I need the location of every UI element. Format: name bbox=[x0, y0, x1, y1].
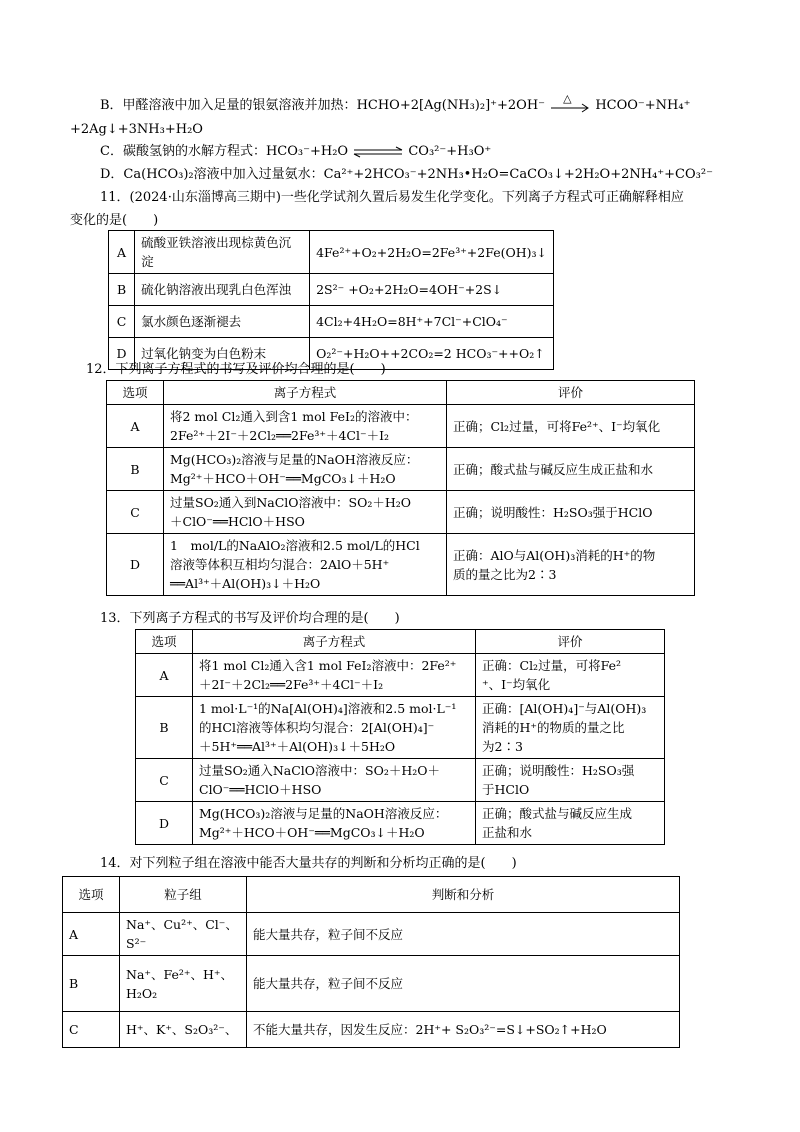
evaluation-cell bbox=[476, 759, 665, 802]
option-cell: C bbox=[136, 759, 193, 802]
equation-cell: 4Fe²⁺+O₂+2H₂O=2Fe³⁺+2Fe(OH)₃↓ bbox=[310, 231, 554, 274]
table-row bbox=[109, 306, 554, 338]
equation-line: 过量SO₂通入到NaClO溶液中：SO₂＋H₂O bbox=[170, 495, 412, 510]
equation-line: ＋5H⁺══Al³⁺＋Al(OH)₃↓＋5H₂O bbox=[199, 739, 396, 754]
option-cell: A bbox=[63, 913, 120, 956]
table-row bbox=[136, 697, 665, 759]
equation-line: 将1 mol Cl₂通入含1 mol FeI₂溶液中：2Fe²⁺ bbox=[199, 658, 457, 673]
q11-table bbox=[108, 230, 554, 370]
evaluation-line: 正确；说明酸性：H₂SO₃强 bbox=[482, 763, 635, 778]
equation-line: ＋2I⁻＋2Cl₂══2Fe³⁺＋4Cl⁻＋I₂ bbox=[199, 677, 384, 692]
equilibrium-arrow-icon bbox=[352, 146, 404, 158]
option-cell: B bbox=[109, 274, 135, 306]
header-evaluation: 评价 bbox=[476, 630, 665, 654]
particles-line: H⁺、K⁺、S₂O₃²⁻、 bbox=[126, 1022, 238, 1037]
table-row bbox=[136, 654, 665, 697]
header-analysis: 判断和分析 bbox=[247, 877, 680, 913]
table-row bbox=[107, 405, 695, 448]
option-c-equation-rhs: CO₃²⁻+H₃O⁺ bbox=[408, 144, 492, 159]
header-evaluation: 评价 bbox=[447, 381, 695, 405]
evaluation-line: 正确：[Al(OH)₄]⁻与Al(OH)₃ bbox=[482, 701, 647, 716]
phenomenon-cell: 硫酸亚铁溶液出现棕黄色沉淀 bbox=[135, 231, 310, 274]
equation-cell bbox=[193, 802, 476, 845]
header-equation: 离子方程式 bbox=[193, 630, 476, 654]
evaluation-line: 正确：Cl₂过量，可将Fe² bbox=[482, 658, 621, 673]
equation-cell: 2S²⁻ +O₂+2H₂O=4OH⁻+2S↓ bbox=[310, 274, 554, 306]
phenomenon-cell: 硫化钠溶液出现乳白色浑浊 bbox=[135, 274, 310, 306]
option-cell: B bbox=[107, 448, 164, 491]
particles-cell bbox=[120, 956, 247, 1012]
right-arrow-icon bbox=[549, 101, 591, 115]
equation-cell bbox=[193, 697, 476, 759]
particles-cell bbox=[120, 913, 247, 956]
option-cell: B bbox=[63, 956, 120, 1012]
equation-line: 过量SO₂通入NaClO溶液中：SO₂＋H₂O＋ bbox=[199, 763, 441, 778]
q14-table bbox=[62, 876, 680, 1048]
evaluation-line: 正确：AlO与Al(OH)₃消耗的H⁺的物 bbox=[453, 547, 656, 563]
equation-cell bbox=[164, 491, 447, 534]
option-cell: C bbox=[109, 306, 135, 338]
header-option: 选项 bbox=[136, 630, 193, 654]
header-option: 选项 bbox=[63, 877, 120, 913]
option-b-equation-lhs: HCHO+2[Ag(NH₃)₂]⁺+2OH⁻ bbox=[356, 98, 546, 113]
table-row bbox=[136, 802, 665, 845]
evaluation-cell bbox=[476, 654, 665, 697]
particles-line: Na⁺、Fe²⁺、H⁺、 bbox=[126, 966, 233, 982]
equation-cell bbox=[193, 759, 476, 802]
option-cell: D bbox=[109, 338, 135, 370]
option-cell: C bbox=[107, 491, 164, 534]
q14-stem: 14．对下列粒子组在溶液中能否大量共存的判断和分析均正确的是( ) bbox=[100, 856, 517, 871]
equation-line: 将2 mol Cl₂通入到含1 mol FeI₂的溶液中： bbox=[170, 409, 418, 424]
table-row bbox=[109, 274, 554, 306]
header-option: 选项 bbox=[107, 381, 164, 405]
equation-line: ClO⁻══HClO＋HSO bbox=[199, 782, 322, 797]
equation-cell: 4Cl₂+4H₂O=8H⁺+7Cl⁻+ClO₄⁻ bbox=[310, 306, 554, 338]
q11-stem-line2: 变化的是( ) bbox=[70, 213, 159, 228]
evaluation-cell bbox=[447, 534, 695, 596]
option-c-equation-lhs: HCO₃⁻+H₂O bbox=[265, 144, 349, 159]
table-row bbox=[107, 534, 695, 596]
phenomenon-cell: 过氧化钠变为白色粉末 bbox=[135, 338, 310, 370]
heat-condition: △ bbox=[563, 91, 572, 105]
equation-cell bbox=[164, 448, 447, 491]
header-equation: 离子方程式 bbox=[164, 381, 447, 405]
q13-table bbox=[135, 629, 665, 845]
option-b-line bbox=[100, 91, 691, 115]
evaluation-line: 质的量之比为2∶3 bbox=[453, 566, 557, 582]
option-b-label: B．甲醛溶液中加入足量的银氨溶液并加热： bbox=[100, 98, 357, 113]
particles-cell bbox=[120, 1012, 247, 1048]
option-d-line: D．Ca(HCO₃)₂溶液中加入过量氨水：Ca²⁺+2HCO₃⁻+2NH₃•H₂O=CaCO₃↓+2H₂O+2NH₄⁺+CO₃²⁻ bbox=[100, 167, 713, 182]
equation-line: Mg²⁺＋HCO＋OH⁻══MgCO₃↓＋H₂O bbox=[199, 825, 425, 840]
q12-stem: 12．下列离子方程式的书写及评价均合理的是( ) bbox=[86, 362, 386, 377]
analysis-cell: 能大量共存，粒子间不反应 bbox=[247, 956, 680, 1012]
particles-line: Na⁺、Cu²⁺、Cl⁻、S²⁻ bbox=[126, 917, 238, 951]
header-particles: 粒子组 bbox=[120, 877, 247, 913]
equation-line: ══Al³⁺＋Al(OH)₃↓＋H₂O bbox=[170, 576, 321, 591]
equation-line: 溶液等体积互相均匀混合：2AlO＋5H⁺ bbox=[170, 557, 390, 572]
particles-line: H₂O₂ bbox=[126, 985, 158, 1001]
equation-line: 2Fe²⁺＋2I⁻＋2Cl₂══2Fe³⁺＋4Cl⁻＋I₂ bbox=[170, 428, 390, 443]
equation-line: 的HCl溶液等体积均匀混合：2[Al(OH)₄]⁻ bbox=[199, 720, 435, 735]
table-row bbox=[136, 759, 665, 802]
q13-stem: 13．下列离子方程式的书写及评价均合理的是( ) bbox=[100, 611, 400, 626]
evaluation-line: 于HClO bbox=[482, 782, 530, 797]
equation-cell: O₂²⁻+H₂O++2CO₂=2 HCO₃⁻++O₂↑ bbox=[310, 338, 554, 370]
option-b-equation-rhs: HCOO⁻+NH₄⁺ bbox=[595, 98, 691, 113]
evaluation-cell bbox=[476, 802, 665, 845]
table-row bbox=[107, 448, 695, 491]
evaluation-line: ⁺、I⁻均氧化 bbox=[482, 677, 551, 692]
equation-cell bbox=[193, 654, 476, 697]
equation-line: ＋ClO⁻══HClO＋HSO bbox=[170, 514, 305, 529]
option-b-continuation: +2Ag↓+3NH₃+H₂O bbox=[70, 122, 203, 137]
phenomenon-cell: 氯水颜色逐渐褪去 bbox=[135, 306, 310, 338]
evaluation-line: 正确；酸式盐与碱反应生成 bbox=[482, 806, 633, 821]
heat-arrow bbox=[549, 91, 591, 113]
option-c-line bbox=[100, 143, 491, 161]
table-row bbox=[63, 956, 680, 1012]
equation-cell bbox=[164, 405, 447, 448]
equation-line: 1 mol/L的NaAlO₂溶液和2.5 mol/L的HCl bbox=[170, 538, 420, 553]
option-cell: D bbox=[107, 534, 164, 596]
evaluation-cell bbox=[476, 697, 665, 759]
table-row bbox=[63, 1012, 680, 1048]
table-header bbox=[107, 381, 695, 405]
option-cell: B bbox=[136, 697, 193, 759]
equation-line: Mg²⁺＋HCO＋OH⁻══MgCO₃↓＋H₂O bbox=[170, 471, 396, 486]
evaluation-line: 正盐和水 bbox=[482, 825, 533, 840]
option-cell: A bbox=[136, 654, 193, 697]
table-row bbox=[109, 231, 554, 274]
option-cell: A bbox=[109, 231, 135, 274]
option-c-label: C．碳酸氢钠的水解方程式： bbox=[100, 144, 266, 159]
q12-table bbox=[106, 380, 695, 596]
analysis-cell: 能大量共存，粒子间不反应 bbox=[247, 913, 680, 956]
table-row bbox=[107, 491, 695, 534]
equation-cell bbox=[164, 534, 447, 596]
option-cell: A bbox=[107, 405, 164, 448]
option-cell: C bbox=[63, 1012, 120, 1048]
evaluation-line: 为2∶3 bbox=[482, 739, 523, 754]
evaluation-cell: 正确；Cl₂过量，可将Fe²⁺、I⁻均氧化 bbox=[447, 405, 695, 448]
equation-line: Mg(HCO₃)₂溶液与足量的NaOH溶液反应： bbox=[170, 452, 419, 467]
equation-line: 1 mol·L⁻¹的Na[Al(OH)₄]溶液和2.5 mol·L⁻¹ bbox=[199, 701, 457, 716]
option-cell: D bbox=[136, 802, 193, 845]
evaluation-line: 消耗的H⁺的物质的量之比 bbox=[482, 720, 625, 735]
table-row bbox=[63, 913, 680, 956]
equation-line: Mg(HCO₃)₂溶液与足量的NaOH溶液反应： bbox=[199, 806, 448, 821]
analysis-cell: 不能大量共存，因发生反应：2H⁺+ S₂O₃²⁻=S↓+SO₂↑+H₂O bbox=[247, 1012, 680, 1048]
evaluation-cell: 正确；酸式盐与碱反应生成正盐和水 bbox=[447, 448, 695, 491]
evaluation-cell: 正确；说明酸性：H₂SO₃强于HClO bbox=[447, 491, 695, 534]
q11-stem-line1: 11．(2024·山东淄博高三期中)一些化学试剂久置后易发生化学变化。下列离子方程式可正确解释相应 bbox=[100, 190, 684, 205]
table-header bbox=[63, 877, 680, 913]
table-header bbox=[136, 630, 665, 654]
